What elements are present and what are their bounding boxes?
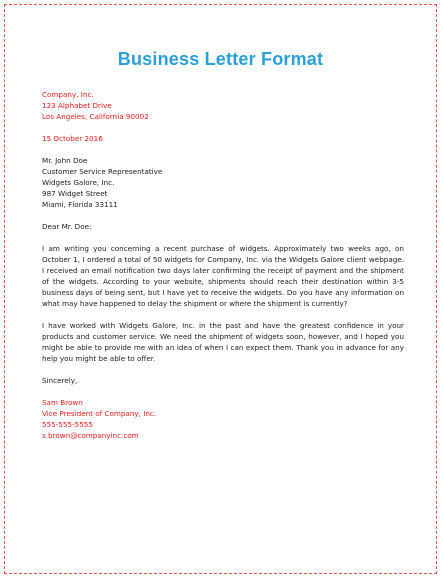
recipient-block bbox=[42, 155, 404, 210]
recipient-name: Mr. John Doe bbox=[42, 156, 88, 165]
letter-page bbox=[4, 4, 437, 574]
page-title: Business Letter Format bbox=[117, 49, 324, 69]
signature-title: Vice President of Company, Inc. bbox=[42, 409, 157, 418]
body-paragraph-1: I am writing you concerning a recent purchase of widgets. Approximately two weeks ago, on October 1, I ordered a total of 50 widgets for Company, Inc. via the Widgets Galore client webpage. I received an email notification two days later confirming the receipt of payment and the shipment of the widgets. According to your website, shipments should reach their destination within 3-5 business days of being sent, but I have yet to receive the widgets. Do you have any information on what may have happened to delay the shipment or where the shipment is currently? bbox=[42, 244, 404, 308]
letter-date: 15 October 2016 bbox=[42, 134, 103, 143]
letter-body bbox=[42, 89, 404, 441]
signature-block bbox=[42, 397, 404, 441]
recipient-title: Customer Service Representative bbox=[42, 167, 163, 176]
salutation: Dear Mr. Doe: bbox=[42, 222, 92, 231]
signature-email: s.brown@companyinc.com bbox=[42, 431, 139, 440]
recipient-city: Miami, Florida 33111 bbox=[42, 200, 118, 209]
closing: Sincerely, bbox=[42, 376, 78, 385]
sender-address: 123 Alphabet Drive bbox=[42, 101, 112, 110]
sender-block bbox=[42, 89, 404, 122]
sender-company: Company, Inc. bbox=[42, 90, 94, 99]
signature-phone: 555-555-5555 bbox=[42, 420, 93, 429]
body-paragraph-2: I have worked with Widgets Galore, Inc. in the past and have the greatest confidence in your products and customer service. We need the shipment of widgets soon, however, and I hoped you might be able to provide me with an idea of when I can expect them. Thank you in advance for any help you might be able to offer. bbox=[42, 321, 404, 363]
recipient-street: 987 Widget Street bbox=[42, 189, 108, 198]
signature-name: Sam Brown bbox=[42, 398, 83, 407]
recipient-company: Widgets Galore, Inc. bbox=[42, 178, 115, 187]
sender-city: Los Angeles, California 90002 bbox=[42, 112, 149, 121]
